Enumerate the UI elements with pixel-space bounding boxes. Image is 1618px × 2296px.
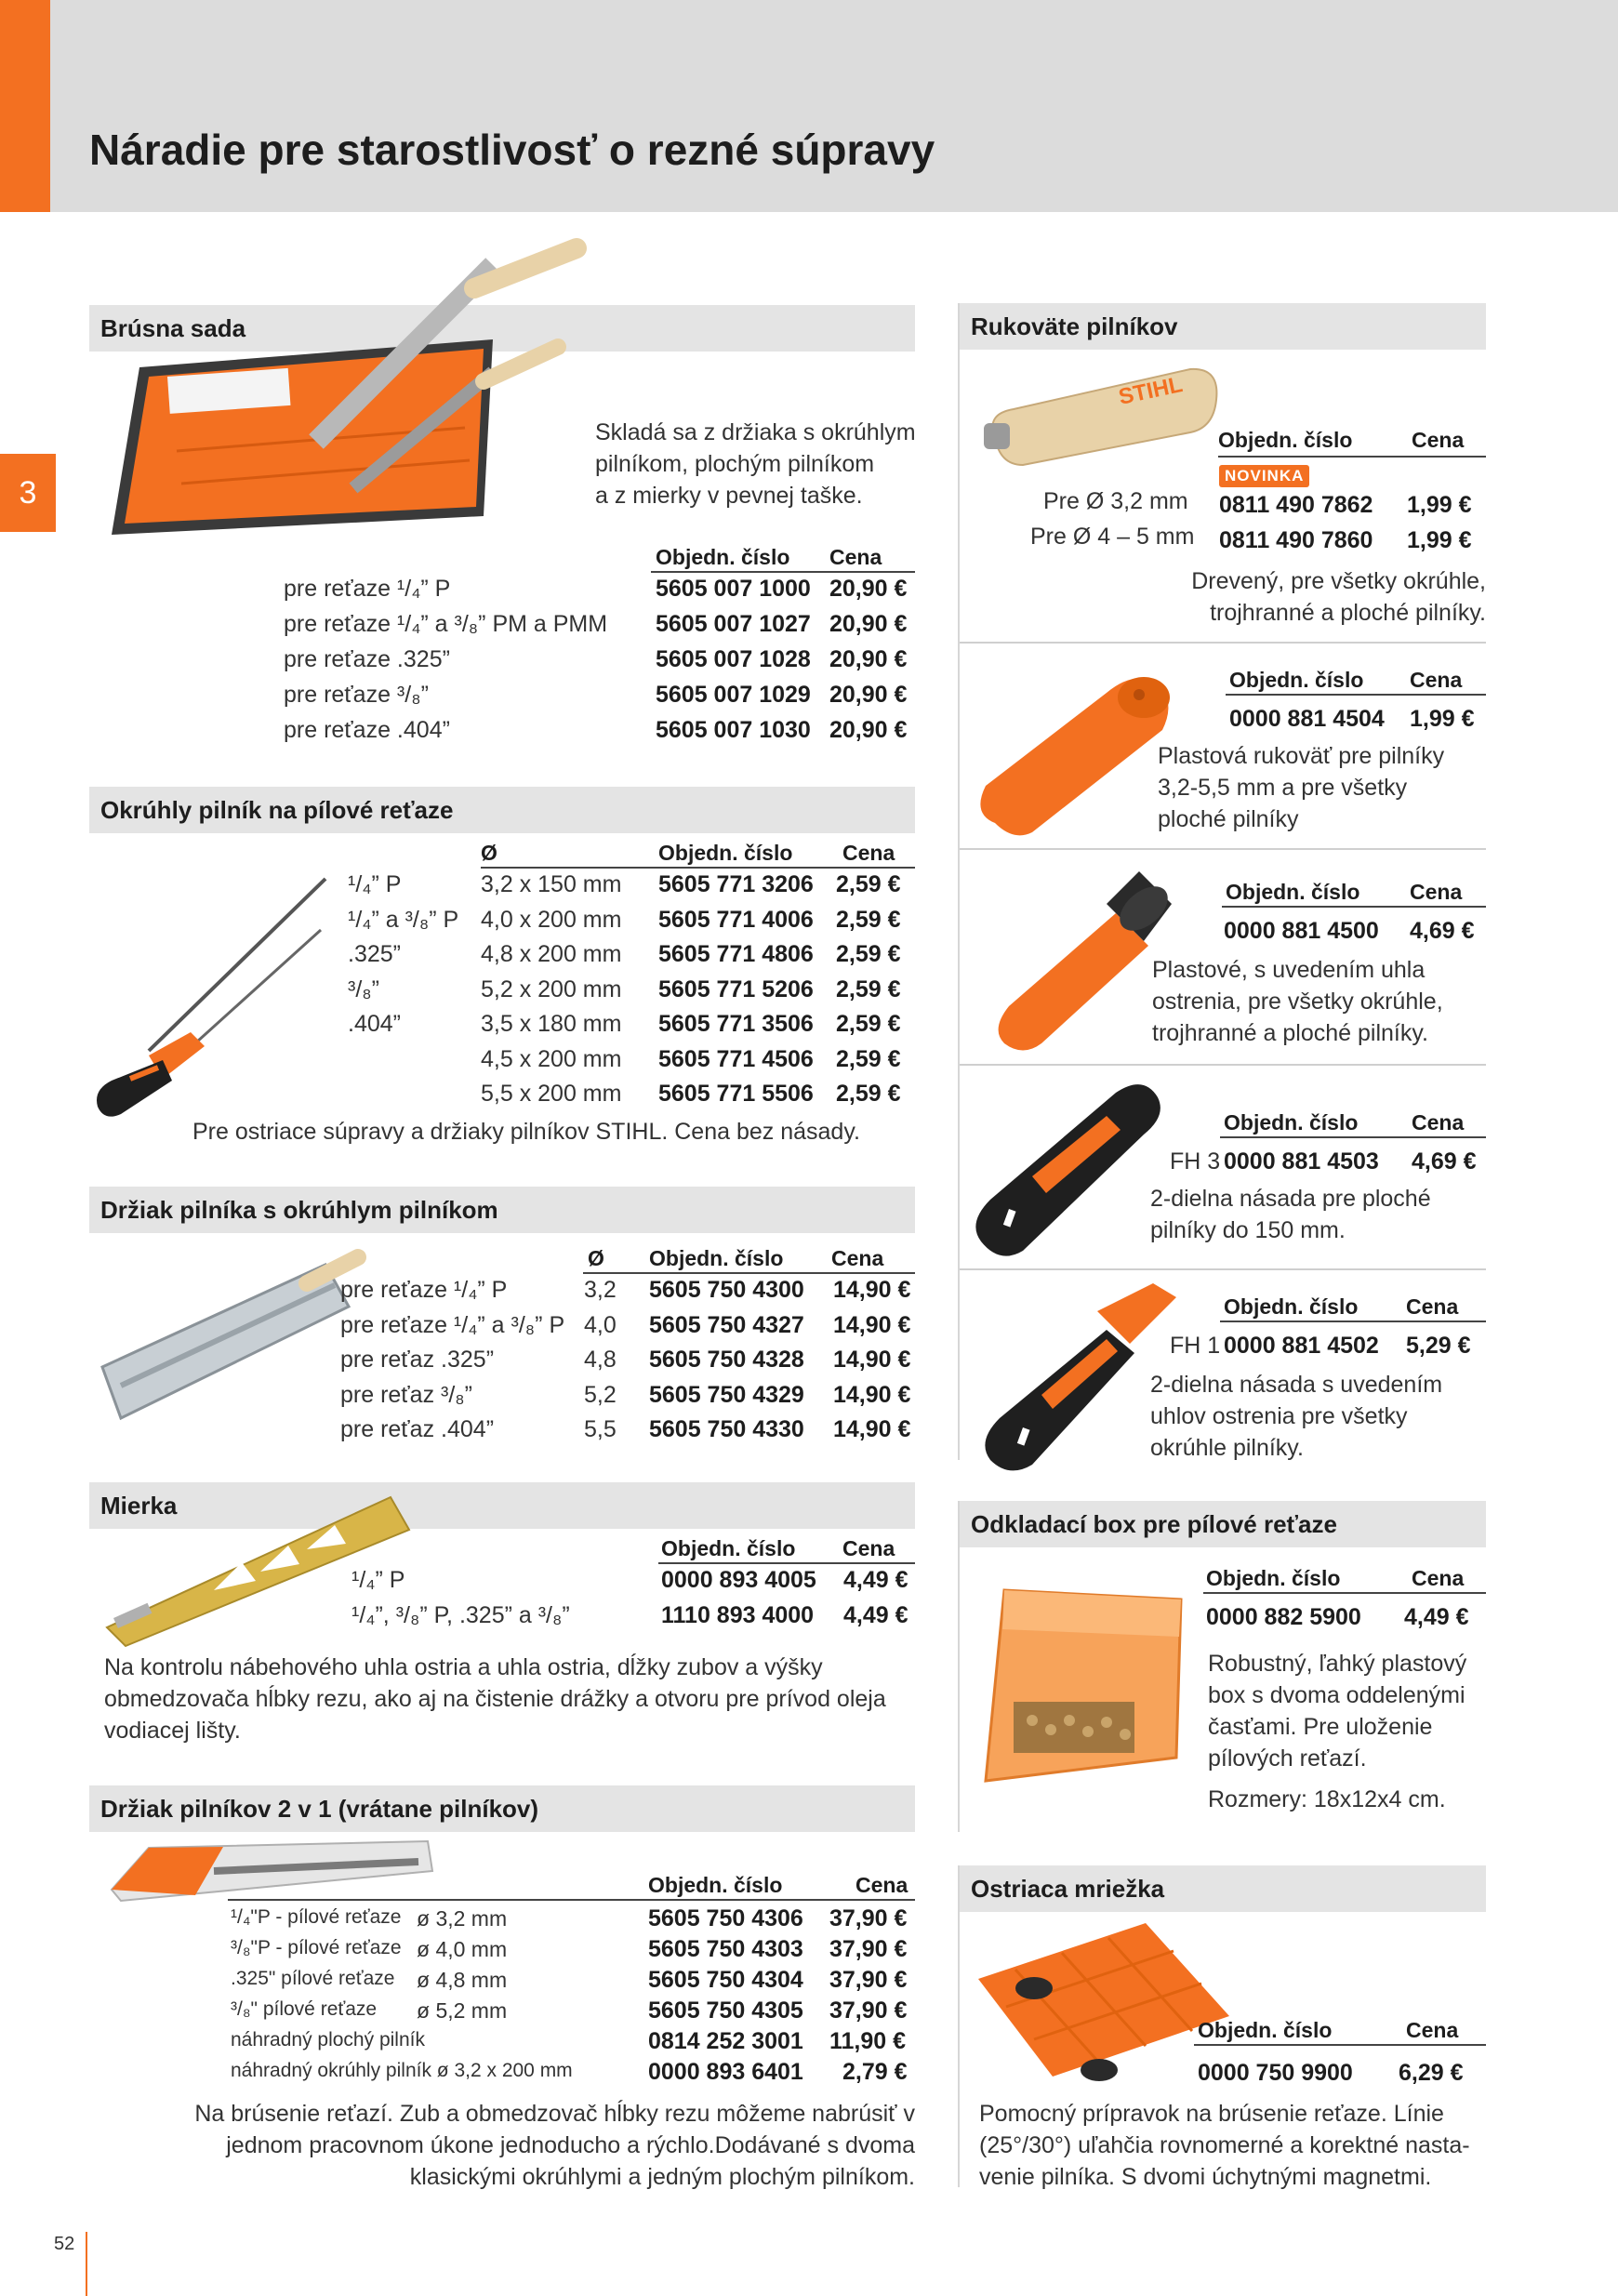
file-holder-image xyxy=(93,1228,363,1460)
chapter-tab: 3 xyxy=(0,454,56,532)
diameter: ø 4,0 mm xyxy=(417,1937,508,1961)
order-number: 5605 771 5206 xyxy=(658,975,814,1002)
file-size: 4,0 x 200 mm xyxy=(481,906,622,933)
price: 11,90 € xyxy=(829,2028,907,2054)
drziak2v1-description xyxy=(171,2098,915,2193)
desc-line: Na brúsenie reťazí. Zub a obmedzovač hĺbky rezu môžeme nabrúsiť v xyxy=(194,2101,915,2127)
divider xyxy=(960,642,1486,644)
item5-description xyxy=(1150,1369,1442,1464)
desc-line: Skladá sa z držiaka s okrúhlym xyxy=(595,419,916,445)
desc-line: okrúhle pilníky. xyxy=(1150,1435,1304,1461)
price: 37,90 € xyxy=(829,1967,908,1993)
desc-line: a z mierky v pevnej taške. xyxy=(595,483,863,509)
col-header-order: Objedn. číslo xyxy=(1226,880,1360,904)
item2-description xyxy=(1158,740,1444,835)
table-rule xyxy=(1203,1592,1486,1594)
order-number: 5605 007 1028 xyxy=(656,646,811,672)
item4-description xyxy=(1150,1183,1431,1246)
section-title-brusna-sada: Brúsna sada xyxy=(89,305,915,352)
price: 2,59 € xyxy=(836,1081,901,1107)
col-header-order: Objedn. číslo xyxy=(1198,2018,1333,2042)
page-header xyxy=(0,0,1618,212)
order-number: 5605 750 4303 xyxy=(648,1936,803,1962)
price: 20,90 € xyxy=(829,611,908,637)
order-number: 0811 490 7862 xyxy=(1219,492,1373,518)
row-label: .404” xyxy=(348,1011,401,1037)
model-code: FH 1 xyxy=(1170,1333,1221,1359)
price: 4,49 € xyxy=(1404,1604,1469,1630)
file-size: 3,2 x 150 mm xyxy=(481,871,622,897)
order-number: 5605 750 4327 xyxy=(649,1311,804,1338)
order-number: 0814 252 3001 xyxy=(648,2028,803,2054)
row-label: .325" pílové reťaze xyxy=(231,1968,395,1989)
item3-description xyxy=(1152,954,1443,1049)
col-header-order: Objedn. číslo xyxy=(656,545,790,569)
row-label: náhradný okrúhly pilník ø 3,2 x 200 mm xyxy=(231,2060,573,2081)
col-header-diameter: Ø xyxy=(481,841,497,865)
section-title-odkladaci-box: Odkladací box pre pílové reťaze xyxy=(960,1501,1486,1547)
col-header-order: Objedn. číslo xyxy=(1229,668,1364,692)
section-title-okruhly-pilnik: Okrúhly pilník na pílové reťaze xyxy=(89,787,915,833)
order-number: 5605 771 5506 xyxy=(658,1081,814,1107)
table-rule xyxy=(651,571,915,573)
desc-line: jednom pracovnom úkone jednoducho a rýchlo.Dodávané s dvoma xyxy=(226,2132,915,2158)
sharpening-grid-image xyxy=(960,1914,1239,2081)
price: 37,90 € xyxy=(829,1997,908,2024)
page-number: 52 xyxy=(54,2234,75,2254)
novinka-badge: NOVINKA xyxy=(1219,465,1309,487)
diameter: 3,2 xyxy=(584,1277,617,1303)
order-number: 5605 007 1029 xyxy=(656,682,811,708)
desc-line: trojhranné a ploché pilníky. xyxy=(1152,1020,1428,1046)
order-number: 0000 750 9900 xyxy=(1198,2060,1353,2086)
desc-line: Robustný, ľahký plastový xyxy=(1208,1651,1467,1677)
col-header-diameter: Ø xyxy=(588,1246,604,1270)
page-title: Náradie pre starostlivosť o rezné súpravy xyxy=(89,126,935,174)
price: 2,59 € xyxy=(836,871,901,897)
divider xyxy=(960,1268,1486,1270)
col-header-price: Cena xyxy=(842,841,895,865)
price: 20,90 € xyxy=(829,646,908,672)
price: 20,90 € xyxy=(829,682,908,708)
row-label: Pre Ø 3,2 mm xyxy=(1043,488,1188,514)
order-number: 0000 882 5900 xyxy=(1206,1604,1361,1630)
desc-line: 2-dielna násada s uvedením xyxy=(1150,1372,1443,1398)
2in1-holder-image xyxy=(102,1834,437,1908)
order-number: 5605 750 4330 xyxy=(649,1416,804,1442)
box-dimensions: Rozmery: 18x12x4 cm. xyxy=(1208,1786,1446,1812)
desc-line: (25°/30°) uľahčia rovnomerné a korektné nasta- xyxy=(979,2132,1470,2158)
row-label: ³/₈"P - pílové reťaze xyxy=(231,1937,402,1958)
file-size: 5,5 x 200 mm xyxy=(481,1081,622,1107)
order-number: 5605 750 4304 xyxy=(648,1967,803,1993)
order-number: 5605 750 4328 xyxy=(649,1347,804,1373)
col-header-price: Cena xyxy=(1412,1566,1465,1590)
desc-line: uhlov ostrenia pre všetky xyxy=(1150,1403,1408,1429)
okruhly-note: Pre ostriace súpravy a držiaky pilníkov STIHL. Cena bez násady. xyxy=(192,1119,860,1145)
grinding-set-image xyxy=(102,237,623,544)
price: 14,90 € xyxy=(833,1416,911,1442)
row-label: pre reťaze .325” xyxy=(284,646,450,672)
desc-line: pílových reťazí. xyxy=(1208,1745,1367,1772)
col-header-order: Objedn. číslo xyxy=(1218,428,1353,452)
desc-line: pilníky do 150 mm. xyxy=(1150,1217,1346,1243)
table-rule xyxy=(1226,694,1486,696)
column-divider xyxy=(958,303,960,1460)
col-header-order: Objedn. číslo xyxy=(658,841,793,865)
price: 1,99 € xyxy=(1410,706,1475,732)
item1-description xyxy=(1079,565,1486,629)
header-accent-bar xyxy=(0,0,50,212)
col-header-price: Cena xyxy=(1406,1294,1459,1319)
col-header-price: Cena xyxy=(1412,428,1465,452)
price: 2,59 € xyxy=(836,1045,901,1072)
row-label: pre reťaz .404” xyxy=(340,1416,495,1442)
order-number: 5605 771 4806 xyxy=(658,941,814,967)
table-rule xyxy=(1222,906,1486,908)
row-label: pre reťaz ³/₈” xyxy=(340,1381,472,1408)
section-title-rukovate: Rukoväte pilníkov xyxy=(960,303,1486,350)
row-label: pre reťaze ¹/₄” P xyxy=(340,1277,508,1303)
price: 4,49 € xyxy=(843,1567,908,1593)
col-header-price: Cena xyxy=(831,1246,884,1270)
plastic-handle-image xyxy=(967,656,1190,842)
row-label: ¹/₄”, ³/₈” P, .325” a ³/₈” xyxy=(351,1602,570,1628)
page-number-accent xyxy=(86,2232,87,2296)
price: 14,90 € xyxy=(833,1347,911,1373)
order-number: 5605 771 3206 xyxy=(658,871,814,897)
col-header-price: Cena xyxy=(842,1536,895,1560)
desc-line: Plastové, s uvedením uhla xyxy=(1152,957,1426,983)
price: 37,90 € xyxy=(829,1936,908,1962)
col-header-order: Objedn. číslo xyxy=(648,1873,783,1897)
box-description xyxy=(1208,1648,1466,1774)
model-code: FH 3 xyxy=(1170,1148,1221,1175)
price: 4,69 € xyxy=(1410,918,1475,944)
order-number: 0000 893 4005 xyxy=(661,1567,816,1593)
stihl-logo: STIHL xyxy=(1116,372,1186,410)
price: 14,90 € xyxy=(833,1277,911,1303)
desc-line: pilníkom, plochým pilníkom xyxy=(595,451,875,477)
desc-line: časťami. Pre uloženie xyxy=(1208,1714,1433,1740)
wooden-handle-image xyxy=(976,358,1218,470)
file-size: 3,5 x 180 mm xyxy=(481,1011,622,1037)
price: 14,90 € xyxy=(833,1381,911,1408)
price: 1,99 € xyxy=(1407,492,1472,518)
col-header-price: Cena xyxy=(1406,2018,1459,2042)
col-header-order: Objedn. číslo xyxy=(1224,1110,1359,1135)
price: 4,69 € xyxy=(1412,1148,1477,1175)
row-label: ¹/₄” P xyxy=(348,871,402,897)
order-number: 5605 771 3506 xyxy=(658,1011,814,1037)
col-header-order: Objedn. číslo xyxy=(649,1246,784,1270)
desc-line: box s dvoma oddelenými xyxy=(1208,1682,1465,1708)
section-title-ostriaca-mriezka: Ostriaca mriežka xyxy=(960,1865,1486,1912)
desc-line: ostrenia, pre všetky okrúhle, xyxy=(1152,989,1443,1015)
col-header-order: Objedn. číslo xyxy=(1206,1566,1341,1590)
file-size: 4,5 x 200 mm xyxy=(481,1045,622,1072)
price: 1,99 € xyxy=(1407,527,1472,553)
price: 14,90 € xyxy=(833,1311,911,1338)
diameter: 5,5 xyxy=(584,1416,617,1442)
price: 37,90 € xyxy=(829,1905,908,1931)
order-number: 0811 490 7860 xyxy=(1219,527,1373,553)
section-title-drziak-2v1: Držiak pilníkov 2 v 1 (vrátane pilníkov) xyxy=(89,1785,915,1832)
col-header-order: Objedn. číslo xyxy=(1224,1294,1359,1319)
row-label: Pre Ø 4 – 5 mm xyxy=(1030,524,1195,550)
row-label: pre reťaze ¹/₄” a ³/₈” PM a PMM xyxy=(284,611,608,637)
row-label: ³/₈" pílové reťaze xyxy=(231,1998,378,2020)
order-number: 5605 007 1000 xyxy=(656,576,811,602)
col-header-price: Cena xyxy=(1410,668,1463,692)
divider xyxy=(960,848,1486,850)
row-label: pre reťaze ¹/₄” P xyxy=(284,576,451,602)
table-rule xyxy=(228,1899,915,1901)
col-header-price: Cena xyxy=(855,1873,908,1897)
diameter: ø 4,8 mm xyxy=(417,1968,508,1992)
table-rule xyxy=(1218,456,1486,458)
row-label: ³/₈” xyxy=(348,975,379,1002)
price: 2,59 € xyxy=(836,906,901,933)
col-header-order: Objedn. číslo xyxy=(661,1536,796,1560)
fh3-handle-image xyxy=(967,1074,1172,1260)
storage-box-image xyxy=(958,1572,1190,1804)
row-label: náhradný plochý pilník xyxy=(231,2029,425,2050)
order-number: 0000 881 4503 xyxy=(1224,1148,1379,1175)
mriezka-description xyxy=(979,2098,1470,2193)
row-label: pre reťaze ¹/₄” a ³/₈” P xyxy=(340,1311,565,1338)
desc-line: obmedzovača hĺbky rezu, ako aj na čistenie drážky a otvoru pre prívod oleja xyxy=(104,1686,886,1712)
diameter: 4,0 xyxy=(584,1311,617,1338)
price: 5,29 € xyxy=(1406,1333,1471,1359)
desc-line: vodiacej lišty. xyxy=(104,1718,241,1744)
order-number: 0000 881 4502 xyxy=(1224,1333,1379,1359)
desc-line: 2-dielna násada pre ploché xyxy=(1150,1186,1431,1212)
desc-line: trojhranné a ploché pilníky. xyxy=(1210,600,1486,626)
section-title-drziak-pilnika: Držiak pilníka s okrúhlym pilníkom xyxy=(89,1187,915,1233)
price: 2,59 € xyxy=(836,941,901,967)
file-size: 5,2 x 200 mm xyxy=(481,975,622,1002)
table-rule xyxy=(1220,1136,1486,1138)
order-number: 0000 881 4500 xyxy=(1224,918,1379,944)
desc-line: Plastová rukoväť pre pilníky xyxy=(1158,743,1445,769)
row-label: pre reťaze ³/₈” xyxy=(284,682,429,708)
section-title-mierka: Mierka xyxy=(89,1482,915,1529)
order-number: 5605 771 4506 xyxy=(658,1045,814,1072)
table-rule xyxy=(481,867,915,869)
row-label: ¹/₄"P - pílové reťaze xyxy=(231,1906,402,1928)
table-rule xyxy=(658,1562,915,1564)
price: 4,49 € xyxy=(843,1602,908,1628)
order-number: 0000 893 6401 xyxy=(648,2059,803,2085)
round-file-image xyxy=(93,874,335,1125)
col-header-price: Cena xyxy=(1410,880,1463,904)
brusna-description xyxy=(595,417,916,511)
row-label: pre reťaz .325” xyxy=(340,1347,495,1373)
desc-line: ploché pilníky xyxy=(1158,806,1299,832)
order-number: 0000 881 4504 xyxy=(1229,706,1385,732)
price: 6,29 € xyxy=(1399,2060,1464,2086)
order-number: 5605 750 4305 xyxy=(648,1997,803,2024)
desc-line: Pomocný prípravok na brúsenie reťaze. Línie xyxy=(979,2101,1444,2127)
diameter: ø 3,2 mm xyxy=(417,1906,508,1931)
col-header-price: Cena xyxy=(1412,1110,1465,1135)
diameter: ø 5,2 mm xyxy=(417,1998,508,2023)
diameter: 4,8 xyxy=(584,1347,617,1373)
table-rule xyxy=(583,1272,915,1274)
file-size: 4,8 x 200 mm xyxy=(481,941,622,967)
order-number: 5605 007 1027 xyxy=(656,611,811,637)
order-number: 5605 750 4329 xyxy=(649,1381,804,1408)
price: 20,90 € xyxy=(829,576,908,602)
col-header-price: Cena xyxy=(829,545,882,569)
table-rule xyxy=(1220,1321,1486,1322)
order-number: 5605 771 4006 xyxy=(658,906,814,933)
table-rule xyxy=(1194,2044,1486,2046)
desc-line: Drevený, pre všetky okrúhle, xyxy=(1191,568,1486,594)
row-label: ¹/₄” a ³/₈” P xyxy=(348,906,459,933)
order-number: 5605 007 1030 xyxy=(656,717,811,743)
desc-line: venie pilníka. S dvomi úchytnými magnetmi. xyxy=(979,2164,1432,2190)
row-label: pre reťaze .404” xyxy=(284,717,450,743)
row-label: ¹/₄” P xyxy=(351,1567,405,1593)
price: 2,79 € xyxy=(842,2059,908,2085)
desc-line: Na kontrolu nábehového uhla ostria a uhla ostria, dĺžky zubov a výšky xyxy=(104,1654,823,1680)
desc-line: 3,2-5,5 mm a pre všetky xyxy=(1158,775,1408,801)
price: 2,59 € xyxy=(836,1011,901,1037)
order-number: 1110 893 4000 xyxy=(661,1602,815,1628)
order-number: 5605 750 4300 xyxy=(649,1277,804,1303)
divider xyxy=(960,1064,1486,1066)
desc-line: klasickými okrúhlymi a jedným plochým pilníkom. xyxy=(409,2164,915,2190)
price: 20,90 € xyxy=(829,717,908,743)
row-label: .325” xyxy=(348,941,401,967)
diameter: 5,2 xyxy=(584,1381,617,1408)
price: 2,59 € xyxy=(836,975,901,1002)
order-number: 5605 750 4306 xyxy=(648,1905,803,1931)
mierka-description xyxy=(104,1652,886,1746)
